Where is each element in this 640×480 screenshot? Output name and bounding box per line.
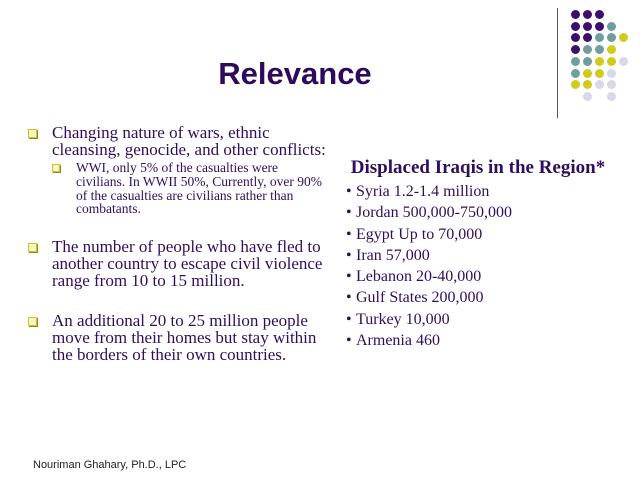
decorative-dot	[607, 57, 616, 66]
decorative-dot	[595, 10, 604, 19]
decorative-dot	[607, 45, 616, 54]
decorative-dot	[619, 57, 628, 66]
slide-title: Relevance	[218, 56, 372, 91]
list-item: • Jordan 500,000-750,000	[346, 202, 606, 223]
list-item: • Lebanon 20-40,000	[346, 266, 606, 287]
list-item: • Iran 57,000	[346, 245, 606, 266]
bullet-dot-icon: •	[346, 268, 352, 286]
decorative-dot	[595, 69, 604, 78]
decorative-dot	[607, 80, 616, 89]
bullet-text: An additional 20 to 25 million people move from their homes but stay within the borders of their own countries.	[52, 311, 317, 365]
decorative-dot	[595, 57, 604, 66]
decorative-dot	[571, 45, 580, 54]
list-item: • Gulf States 200,000	[346, 287, 606, 308]
decorative-dot	[607, 22, 616, 31]
decorative-dot	[607, 69, 616, 78]
decorative-dot	[619, 33, 628, 42]
bullet-item	[28, 312, 328, 363]
bullet-text: Changing nature of wars, ethnic cleansing, genocide, and other conflicts:	[52, 123, 326, 159]
decorative-dot	[583, 22, 592, 31]
bullet-dot-icon: •	[346, 183, 352, 200]
decorative-dot	[607, 92, 616, 101]
square-bullet-icon	[28, 317, 37, 326]
region-list	[346, 181, 606, 351]
sub-bullet-text: WWI, only 5% of the casualties were civilians. In WWII 50%, Currently, over 90% of the casualties are civilians rather than combatants.	[76, 160, 322, 217]
bullet-dot-icon: •	[346, 225, 352, 243]
bullet-dot-icon: •	[346, 332, 352, 350]
decorative-dot	[595, 45, 604, 54]
bullet-item	[28, 238, 328, 289]
list-item: • Syria 1.2-1.4 million	[346, 181, 606, 202]
bullet-dot-icon: •	[346, 289, 352, 307]
decorative-dot	[583, 10, 592, 19]
decorative-dot	[583, 33, 592, 42]
sub-bullet-item	[52, 161, 328, 216]
decorative-dot	[595, 80, 604, 89]
bullet-text: The number of people who have fled to another country to escape civil violence range from 10 to 15 million.	[52, 237, 323, 291]
left-bullet-list	[28, 124, 328, 363]
decorative-dot	[571, 10, 580, 19]
decorative-dot	[583, 92, 592, 101]
square-bullet-icon	[52, 164, 60, 172]
list-item: • Turkey 10,000	[346, 309, 606, 330]
decorative-dot	[595, 33, 604, 42]
bullet-dot-icon: •	[346, 246, 352, 264]
bullet-item	[28, 124, 328, 158]
decorative-dot	[607, 33, 616, 42]
square-bullet-icon	[28, 129, 37, 138]
panel-title: Displaced Iraqis in the Region*	[350, 157, 606, 178]
decorative-dot	[583, 45, 592, 54]
square-bullet-icon	[28, 243, 37, 252]
decorative-dot	[571, 22, 580, 31]
list-item: • Egypt Up to 70,000	[346, 224, 606, 245]
footer-author: Nouriman Ghahary, Ph.D., LPC	[33, 459, 187, 471]
decorative-dot	[595, 22, 604, 31]
bullet-dot-icon: •	[346, 310, 352, 328]
list-item: • Armenia 460	[346, 330, 606, 351]
decorative-dot	[571, 33, 580, 42]
bullet-dot-icon: •	[346, 204, 352, 222]
displaced-iraqis-panel	[346, 156, 606, 351]
